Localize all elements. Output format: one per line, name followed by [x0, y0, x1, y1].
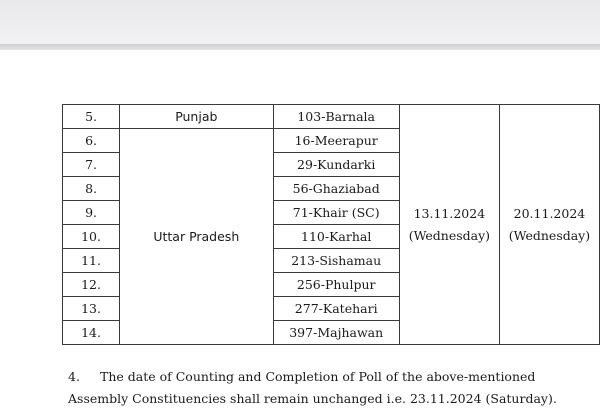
constituency-name: 213-Sishamau: [273, 249, 399, 273]
serial-number: 10.: [63, 225, 120, 249]
state-name: Punjab: [120, 105, 273, 129]
paragraph-line: [68, 366, 568, 388]
serial-number: 13.: [63, 297, 120, 321]
table-row: [63, 105, 600, 129]
serial-number: 14.: [63, 321, 120, 345]
serial-number: 12.: [63, 273, 120, 297]
original-date: 13.11.2024: [413, 205, 486, 221]
revised-poll-date: [499, 105, 599, 345]
constituency-name: 277-Katehari: [273, 297, 399, 321]
bye-election-schedule-table: [62, 104, 600, 345]
revised-day: (Wednesday): [508, 227, 591, 243]
constituency-name: 71-Khair (SC): [273, 201, 399, 225]
constituency-name: 110-Karhal: [273, 225, 399, 249]
constituency-name: 29-Kundarki: [273, 153, 399, 177]
original-poll-date: [399, 105, 499, 345]
state-name: Uttar Pradesh: [120, 129, 273, 345]
paragraph-text: The date of Counting and Completion of Poll of the above-mentioned: [100, 369, 536, 384]
serial-number: 5.: [63, 105, 120, 129]
serial-number: 7.: [63, 153, 120, 177]
serial-number: 11.: [63, 249, 120, 273]
constituency-name: 397-Majhawan: [273, 321, 399, 345]
paragraph-line: Assembly Constituencies shall remain unchanged i.e. 23.11.2024 (Saturday).: [68, 391, 557, 406]
constituency-name: 256-Phulpur: [273, 273, 399, 297]
constituency-name: 56-Ghaziabad: [273, 177, 399, 201]
paragraph-number: 4.: [68, 369, 80, 384]
top-band: [0, 0, 600, 44]
serial-number: 8.: [63, 177, 120, 201]
original-day: (Wednesday): [408, 227, 491, 243]
serial-number: 6.: [63, 129, 120, 153]
constituency-name: 103-Barnala: [273, 105, 399, 129]
counting-date-paragraph: [68, 366, 568, 410]
revised-date: 20.11.2024: [513, 205, 586, 221]
constituency-name: 16-Meerapur: [273, 129, 399, 153]
serial-number: 9.: [63, 201, 120, 225]
